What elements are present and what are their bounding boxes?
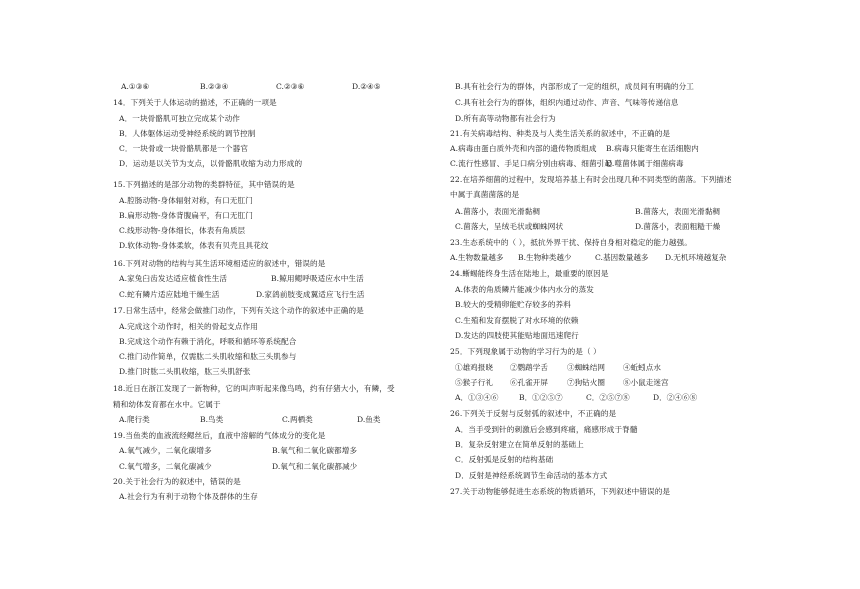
- q25-option-b: B．①②⑤⑦: [519, 393, 563, 402]
- q23-option-c: C.基因数量越多: [595, 253, 649, 262]
- q17-option-b: B.完成这个动作有赖于消化，呼吸和循环等系统配合: [119, 337, 297, 346]
- q19-stem: 19.当鱼类的血液流经鳃丝后，血液中溶解的气体成分的变化是: [113, 431, 326, 440]
- q20-option-b: B.具有社会行为的群体，内部形成了一定的组织，成员间有明确的分工: [455, 82, 695, 91]
- q18-stem-line1: 18.近日在浙江发现了一新物种，它的叫声听起来像鸟鸣，约有仔猪大小，有鳞，受: [113, 384, 395, 393]
- q22-stem-line2: 中属于真菌菌落的是: [450, 190, 520, 199]
- q18-option-b: B.鸟类: [200, 415, 224, 424]
- q18-option-a: A.爬行类: [119, 415, 150, 424]
- q20-option-d: D.所有高等动物都有社会行为: [455, 114, 556, 123]
- q26-option-a: A．当手受到针的刺激后会感到疼痛，痛感形成于脊髓: [455, 425, 638, 434]
- q13-option-d: D.②④⑤: [352, 82, 381, 91]
- q17-stem: 17.日常生活中，经常会做推门动作，下列有关这个动作的叙述中正确的是: [113, 306, 364, 315]
- q13-option-a: A.①③⑥: [121, 82, 150, 91]
- q20-stem: 20.关于社会行为的叙述中，错误的是: [113, 477, 241, 486]
- q20-option-c: C.具有社会行为的群体，组织内通过动作、声音、气味等传递信息: [455, 98, 679, 107]
- q22-option-d: D.菌落小，表面粗糙干燥: [635, 222, 721, 231]
- q25-item-2: ②鹦鹉学舌: [510, 363, 548, 372]
- q24-option-d: D.发达的四肢使其能贴地面迅速爬行: [455, 331, 579, 340]
- q26-option-b: B．复杂反射建立在简单反射的基础上: [455, 440, 584, 449]
- q26-option-c: C．反射弧是反射的结构基础: [455, 455, 554, 464]
- q15-option-d: D.软体动物-身体柔软，体表有贝壳且具花纹: [119, 241, 269, 250]
- q26-stem: 26.下列关于反射与反射弧的叙述中，不正确的是: [450, 409, 617, 418]
- q27-stem: 27.关于动物能够促进生态系统的物质循环，下列叙述中错误的是: [450, 487, 671, 496]
- q13-option-c: C.②③⑥: [276, 82, 305, 91]
- q25-item-8: ⑧小鼠走迷宫: [623, 378, 669, 387]
- q25-item-3: ③蜘蛛结网: [567, 363, 605, 372]
- q23-option-d: D.无机环境越复杂: [665, 253, 727, 262]
- q14-option-c: C．一块骨或一块骨骼肌都是一个器官: [119, 144, 249, 153]
- q24-stem: 24.蜥蜴能终身生活在陆地上，最重要的原因是: [450, 269, 609, 278]
- q21-stem: 21.有关病毒结构、种类及与人类生活关系的叙述中，不正确的是: [450, 129, 671, 138]
- q17-option-c: C.推门动作简单，仅需肱二头肌收缩和肱三头肌参与: [119, 352, 297, 361]
- q23-option-b: B.生物种类越少: [518, 253, 572, 262]
- q23-option-a: A.生物数量越多: [450, 253, 504, 262]
- q24-option-c: C.生殖和发育摆脱了对水环境的依赖: [455, 316, 579, 325]
- q16-option-c: C.蛇有鳞片适应陆地干燥生活: [119, 290, 220, 299]
- q22-stem-line1: 22.在培养细菌的过程中，发现培养基上有时会出现几种不同类型的菌落。下列描述: [450, 175, 732, 184]
- q18-option-d: D.鱼类: [357, 415, 381, 424]
- q15-option-b: B.扁形动物-身体背腹扁平，有口无肛门: [119, 211, 253, 220]
- q16-option-d: D.家鸽前肢变成翼适应飞行生活: [256, 290, 365, 299]
- q25-item-1: ①雄鸡报晓: [455, 363, 493, 372]
- q17-option-d: D.推门时肱二头肌收缩，肱三头肌舒张: [119, 367, 251, 376]
- q16-option-b: B.鲸用鳃呼吸适应水中生活: [271, 274, 364, 283]
- q14-option-d: D．运动是以关节为支点，以骨骼肌收缩为动力形成的: [119, 159, 303, 168]
- q16-option-a: A.家兔臼齿发达适应植食性生活: [119, 274, 228, 283]
- q23-stem: 23.生态系统中的（ ），抵抗外界干扰、保持自身相对稳定的能力越强。: [450, 238, 692, 247]
- q17-option-a: A.完成这个动作时，相关的骨起支点作用: [119, 322, 258, 331]
- q20-option-a: A.社会行为有利于动物个体及群体的生存: [119, 492, 258, 501]
- q25-item-6: ⑥孔雀开屏: [510, 378, 548, 387]
- q25-option-d: D．②④⑥⑧: [653, 393, 698, 402]
- q14-stem: 14．下列关于人体运动的描述，不正确的一项是: [113, 98, 277, 107]
- q22-option-c: C.菌落大，呈绒毛状或蜘蛛网状: [455, 222, 564, 231]
- q25-item-7: ⑦狗钻火圈: [567, 378, 605, 387]
- q22-option-b: B.菌落大，表面光滑黏稠: [635, 207, 721, 216]
- q18-option-c: C.两栖类: [282, 415, 313, 424]
- q22-option-a: A.菌落小，表面光滑黏稠: [455, 207, 541, 216]
- q15-option-a: A.腔肠动物-身体辐射对称，有口无肛门: [119, 196, 253, 205]
- q15-stem: 15.下列描述的是部分动物的类群特征，其中错误的是: [113, 180, 295, 189]
- q18-stem-line2: 精和幼体发育都在水中。它属于: [113, 400, 221, 409]
- q19-option-d: D.氧气和二氧化碳都减少: [272, 462, 358, 471]
- q26-option-d: D．反射是神经系统调节生命活动的基本方式: [455, 471, 608, 480]
- q13-option-b: B.②③④: [200, 82, 229, 91]
- q21-option-c: C.流行性感冒、手足口病分别由病毒、细菌引起: [450, 159, 613, 168]
- q19-option-b: B.氧气和二氧化碳都增多: [272, 446, 358, 455]
- q25-item-5: ⑤猴子行礼: [455, 378, 493, 387]
- q19-option-c: C.氧气增多，二氧化碳减少: [119, 462, 212, 471]
- q25-option-c: C．②⑤⑦⑧: [586, 393, 630, 402]
- q25-option-a: A．①③④⑥: [455, 393, 499, 402]
- q21-option-d: D.噬菌体属于细菌病毒: [606, 159, 684, 168]
- q16-stem: 16.下列对动物的结构与其生活环境相适应的叙述中，错误的是: [113, 259, 326, 268]
- q24-option-a: A.体表的角质鳞片能减少体内水分的蒸发: [455, 285, 594, 294]
- q14-option-b: B．人体躯体运动受神经系统的调节控制: [119, 129, 256, 138]
- q14-option-a: A．一块骨骼肌可独立完成某个动作: [119, 114, 240, 123]
- q21-option-b: B.病毒只能寄生在活细胞内: [606, 144, 699, 153]
- q21-option-a: A.病毒由蛋白质外壳和内部的遗传物质组成: [450, 144, 597, 153]
- q25-item-4: ④蚯蚓点水: [623, 363, 661, 372]
- q25-stem: 25．下列现象属于动物的学习行为的是（ ）: [450, 347, 601, 356]
- q24-option-b: B.较大的受精卵能贮存较多的养料: [455, 300, 571, 309]
- q15-option-c: C.线形动物-身体细长，体表有角质层: [119, 226, 246, 235]
- q19-option-a: A.氧气减少，二氧化碳增多: [119, 446, 212, 455]
